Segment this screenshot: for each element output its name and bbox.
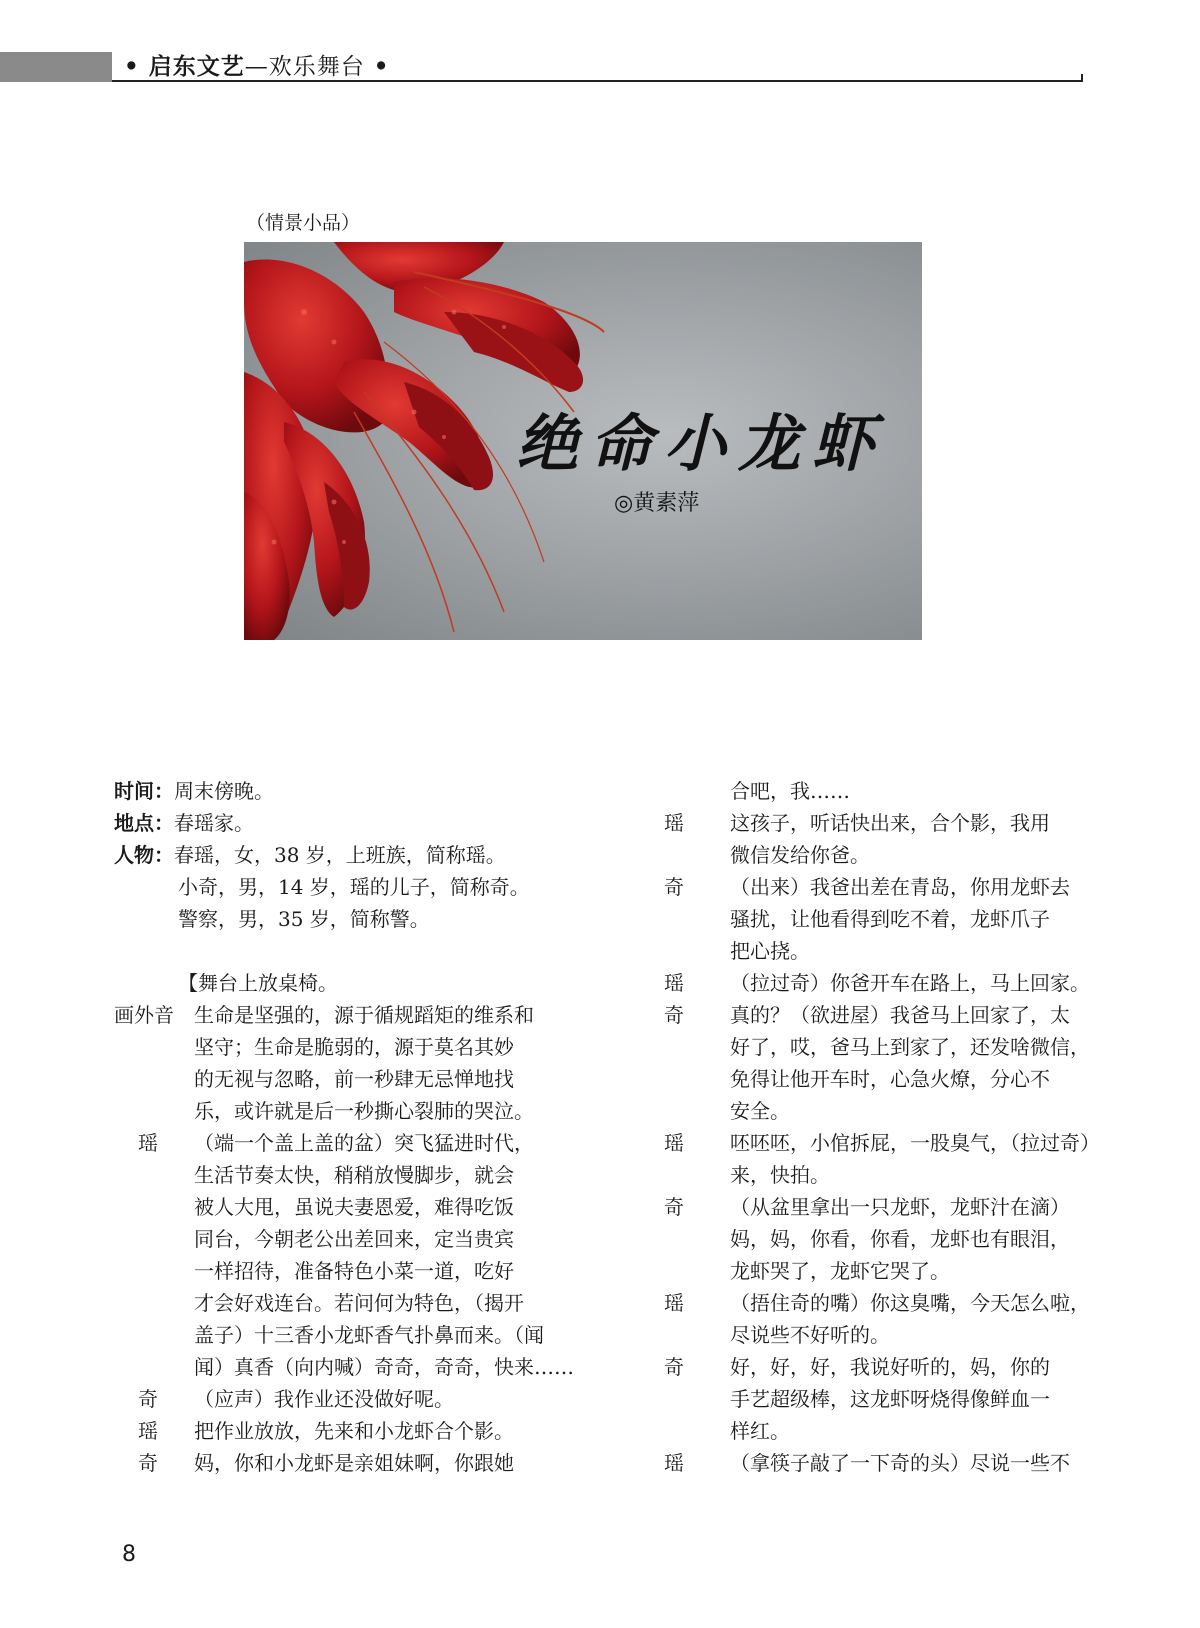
dialogue-text: 才会好戏连台。若问何为特色，（揭开	[194, 1291, 524, 1315]
dialogue-line	[114, 1127, 560, 1159]
dialogue-line	[664, 1031, 1090, 1063]
dialogue-line	[114, 1415, 560, 1447]
meta-row	[114, 775, 560, 807]
dialogue-text: （捂住奇的嘴）你这臭嘴，今天怎么啦，	[730, 1291, 1090, 1315]
speaker-label: 瑶	[664, 971, 684, 995]
dialogue-line	[664, 1063, 1084, 1095]
article-title: 绝命小龙虾	[516, 407, 887, 480]
dialogue-line	[114, 1031, 560, 1063]
dialogue-line	[664, 1095, 1084, 1127]
dialogue-text: 样红。	[730, 1419, 790, 1443]
header-gray-bar	[0, 52, 112, 82]
dialogue-text: 安全。	[730, 1099, 790, 1123]
meta-value: 春瑶，女，38 岁，上班族，简称瑶。	[174, 843, 506, 867]
dialogue-line	[664, 1255, 1084, 1287]
right-dialogue	[664, 775, 1100, 1479]
header-prefix: •	[124, 53, 149, 80]
right-column	[664, 775, 1100, 1479]
speaker-label: 奇	[664, 875, 684, 899]
header-column: 欢乐舞台	[268, 54, 365, 80]
dialogue-text: 妈，妈，你看，你看，龙虾也有眼泪，	[730, 1227, 1070, 1251]
dialogue-text: 手艺超级棒，这龙虾呀烧得像鲜血一	[730, 1387, 1050, 1411]
dialogue-line	[664, 903, 1084, 935]
speaker-label: 奇	[138, 1387, 158, 1411]
meta-value: 春瑶家。	[174, 811, 254, 835]
dialogue-text: （出来）我爸出差在青岛，你用龙虾去	[730, 875, 1070, 899]
hero-image	[244, 242, 922, 640]
dialogue-text: 呸呸呸，小倌拆屁，一股臭气，（拉过奇）	[730, 1131, 1100, 1155]
dialogue-text: 来，快拍。	[730, 1163, 830, 1187]
dialogue-text: 闻）真香（向内喊）奇奇，奇奇，快来……	[194, 1355, 574, 1379]
meta-value: 小奇，男，14 岁，瑶的儿子，简称奇。	[178, 875, 530, 899]
dialogue-text: 一样招待，准备特色小菜一道，吃好	[194, 1259, 514, 1283]
header-suffix: •	[364, 53, 390, 80]
genre-label: （情景小品）	[246, 212, 361, 234]
dialogue-line	[664, 1287, 1090, 1319]
dialogue-text: 同台，今朝老公出差回来，定当贵宾	[194, 1227, 514, 1251]
speaker-label: 瑶	[664, 1131, 684, 1155]
dialogue-text: （拉过奇）你爸开车在路上，马上回家。	[730, 971, 1090, 995]
dialogue-line	[114, 1319, 560, 1351]
dialogue-text: （拿筷子敲了一下奇的头）尽说一些不	[730, 1451, 1070, 1475]
dialogue-line	[664, 1447, 1084, 1479]
dialogue-text: （从盆里拿出一只龙虾，龙虾汁在滴）	[730, 1195, 1070, 1219]
dialogue-line	[114, 1159, 560, 1191]
dialogue-line	[114, 1383, 560, 1415]
speaker-label: 瑶	[138, 1131, 158, 1155]
dialogue-text: 真的？（欲进屋）我爸马上回家了，太	[730, 1003, 1070, 1027]
meta-value: 周末傍晚。	[174, 779, 274, 803]
dialogue-line	[664, 839, 1084, 871]
dialogue-line	[114, 999, 560, 1031]
speaker-label: 奇	[664, 1195, 684, 1219]
dialogue-text: 的无视与忽略，前一秒肆无忌惮地找	[194, 1067, 514, 1091]
dialogue-line	[664, 1127, 1100, 1159]
running-header	[124, 52, 389, 82]
dialogue-line	[664, 1191, 1084, 1223]
dialogue-line	[664, 1223, 1084, 1255]
dialogue-text: 合吧，我……	[730, 779, 850, 803]
dialogue-text: 尽说些不好听的。	[730, 1323, 890, 1347]
dialogue-text: 被人大甩，虽说夫妻恩爱，难得吃饭	[194, 1195, 514, 1219]
header-magazine: 启东文艺	[148, 53, 245, 80]
meta-row	[114, 903, 560, 935]
dialogue-text: 好，好，好，我说好听的，妈，你的	[730, 1355, 1050, 1379]
dialogue-line	[114, 1287, 560, 1319]
spacer	[114, 935, 560, 967]
speaker-label: 瑶	[138, 1419, 158, 1443]
dialogue-text: 龙虾哭了，龙虾它哭了。	[730, 1259, 950, 1283]
dialogue-line	[114, 1255, 560, 1287]
speaker-label: 瑶	[664, 811, 684, 835]
dialogue-text: 骚扰，让他看得到吃不着，龙虾爪子	[730, 907, 1050, 931]
meta-key: 时间：	[114, 779, 174, 803]
dialogue-line	[664, 1319, 1084, 1351]
meta-row	[114, 807, 560, 839]
speaker-label: 画外音	[114, 1003, 174, 1027]
meta-value: 警察，男，35 岁，简称警。	[178, 907, 430, 931]
dialogue-text: （应声）我作业还没做好呢。	[194, 1387, 454, 1411]
dialogue-line	[664, 1351, 1084, 1383]
dialogue-text: 妈，你和小龙虾是亲姐妹啊，你跟她	[194, 1451, 514, 1475]
left-dialogue	[114, 999, 574, 1479]
dialogue-line	[664, 775, 1084, 807]
article-author: ◎黄素萍	[614, 491, 700, 516]
meta-row	[114, 871, 560, 903]
dialogue-line	[664, 999, 1084, 1031]
left-column	[114, 775, 574, 1479]
dialogue-text: 好了，哎，爸马上到家了，还发啥微信，	[730, 1035, 1090, 1059]
dialogue-line	[664, 1415, 1084, 1447]
speaker-label: 奇	[664, 1355, 684, 1379]
speaker-label: 瑶	[664, 1291, 684, 1315]
dialogue-text: 这孩子，听话快出来，合个影，我用	[730, 811, 1050, 835]
dialogue-line	[664, 871, 1084, 903]
dialogue-line	[664, 1383, 1084, 1415]
dialogue-line	[664, 807, 1084, 839]
dialogue-text: （端一个盖上盖的盆）突飞猛进时代，	[194, 1131, 534, 1155]
dialogue-text: 乐，或许就是后一秒撕心裂肺的哭泣。	[194, 1099, 534, 1123]
dialogue-text: 把作业放放，先来和小龙虾合个影。	[194, 1419, 514, 1443]
dialogue-text: 生活节奏太快，稍稍放慢脚步，就会	[194, 1163, 514, 1187]
speaker-label: 瑶	[664, 1451, 684, 1475]
page-number: 8	[122, 1542, 136, 1567]
dialogue-text: 免得让他开车时，心急火燎，分心不	[730, 1067, 1050, 1091]
dialogue-text: 坚守；生命是脆弱的，源于莫名其妙	[194, 1035, 514, 1059]
dialogue-line	[114, 1447, 560, 1479]
header-dash: —	[244, 54, 269, 80]
meta-key: 人物：	[114, 843, 174, 867]
dialogue-text: 把心挠。	[730, 939, 810, 963]
dialogue-line	[114, 1223, 560, 1255]
dialogue-line	[664, 967, 1090, 999]
stage-direction: 【舞台上放桌椅。	[178, 971, 338, 995]
dialogue-line	[114, 1351, 574, 1383]
dialogue-text: 生命是坚强的，源于循规蹈矩的维系和	[194, 1003, 534, 1027]
dialogue-line	[664, 1159, 1084, 1191]
meta-row	[114, 839, 560, 871]
dialogue-line	[114, 1095, 560, 1127]
dialogue-line	[114, 1063, 560, 1095]
dialogue-line	[114, 1191, 560, 1223]
dialogue-text: 微信发给你爸。	[730, 843, 870, 867]
dialogue-line	[664, 935, 1084, 967]
meta-key: 地点：	[114, 811, 174, 835]
speaker-label: 奇	[138, 1451, 158, 1475]
dialogue-text: 盖子）十三香小龙虾香气扑鼻而来。（闻	[194, 1323, 544, 1347]
header-rule-tick	[1081, 74, 1083, 82]
speaker-label: 奇	[664, 1003, 684, 1027]
